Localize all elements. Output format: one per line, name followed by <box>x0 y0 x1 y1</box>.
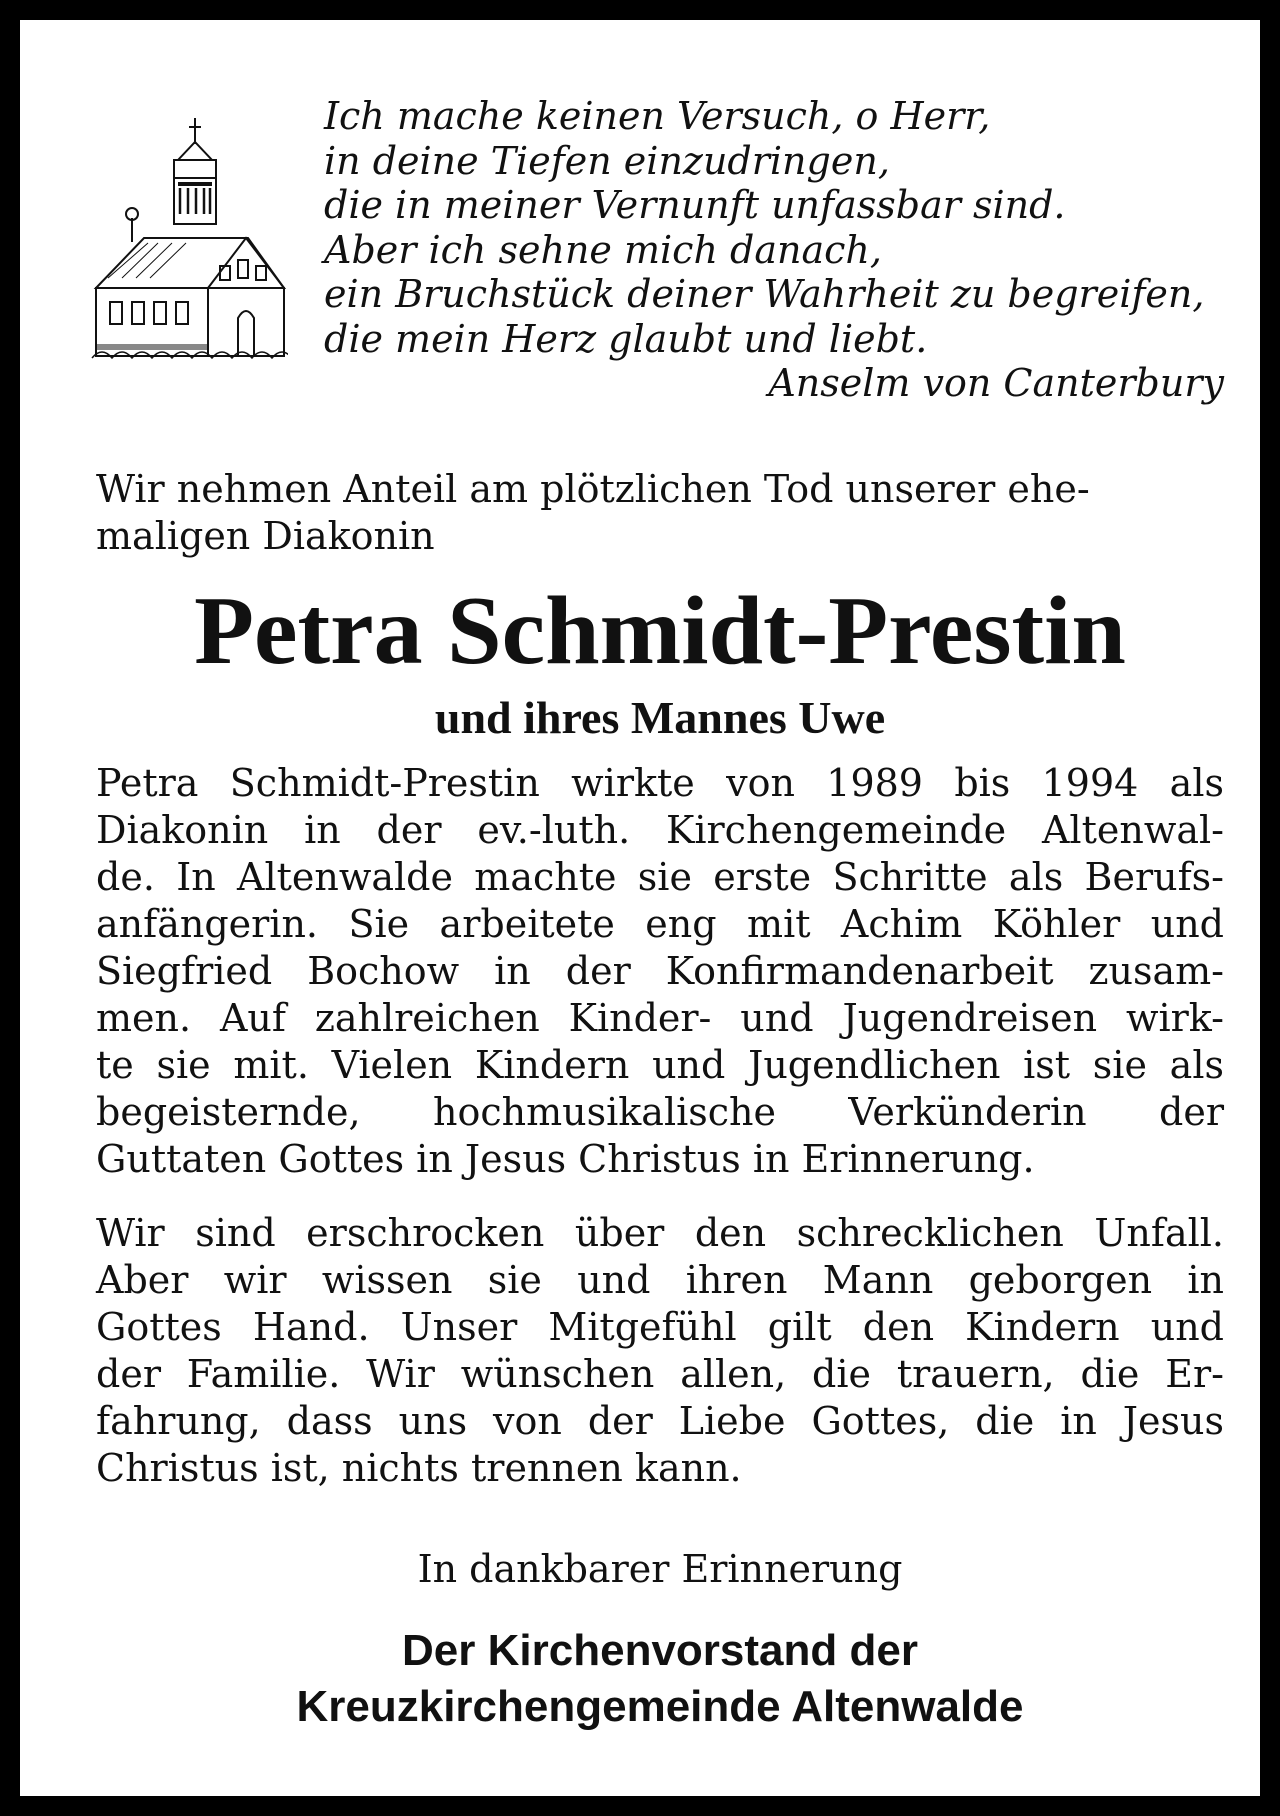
paragraph-line: Gottes Hand. Unser Mitgefühl gilt den Kindern und <box>96 1305 1224 1349</box>
paragraph-biography <box>96 760 1224 1183</box>
church-illustration <box>88 118 288 366</box>
deceased-subname: und ihres Mannes Uwe <box>434 692 886 743</box>
poem-line: die mein Herz glaubt und liebt. <box>324 316 928 361</box>
poem-line: in deine Tiefen einzudringen, <box>324 138 890 183</box>
paragraph-line: Christus ist, nichts trennen kann. <box>96 1446 742 1490</box>
deceased-name: Petra Schmidt-Prestin <box>194 577 1126 685</box>
intro-text <box>96 466 1224 560</box>
poem-quote <box>324 94 1224 406</box>
paragraph-line: de. In Altenwalde machte sie erste Schritte als Berufs- <box>96 855 1224 899</box>
paragraph-condolence <box>96 1210 1224 1492</box>
intro-line: maligen Diakonin <box>96 514 435 558</box>
paragraph-line: begeisternde, hochmusikalische Verkünderin der <box>96 1090 1224 1134</box>
paragraph-line: Guttaten Gottes in Jesus Christus in Erinnerung. <box>96 1137 1035 1181</box>
paragraph-line: fahrung, dass uns von der Liebe Gottes, die in Jesus <box>96 1399 1224 1443</box>
header-section <box>96 92 1224 432</box>
paragraph-line: Petra Schmidt-Prestin wirkte von 1989 bis 1994 als <box>96 761 1224 805</box>
poem-author: Anselm von Canterbury <box>768 361 1224 405</box>
paragraph-line: Wir sind erschrocken über den schrecklichen Unfall. <box>96 1211 1224 1255</box>
signature-line: Kreuzkirchengemeinde Altenwalde <box>296 1682 1024 1731</box>
poem-line: die in meiner Vernunft unfassbar sind. <box>324 183 1066 227</box>
signature-line: Der Kirchenvorstand der <box>402 1626 918 1675</box>
paragraph-line: Siegfried Bochow in der Konfirmandenarbeit zusam- <box>96 949 1224 993</box>
paragraph-line: Diakonin in der ev.-luth. Kirchengemeinde Altenwal- <box>96 808 1224 852</box>
obituary-content <box>96 92 1224 1735</box>
paragraph-line: anfängerin. Sie arbeitete eng mit Achim Köhler und <box>96 902 1224 946</box>
poem-line: Aber ich sehne mich danach, <box>324 227 882 272</box>
poem-line: Ich mache keinen Versuch, o Herr, <box>324 94 991 138</box>
paragraph-line: der Familie. Wir wünschen allen, die trauern, die Er- <box>96 1352 1224 1396</box>
signature-block <box>96 1623 1224 1735</box>
paragraph-line: men. Auf zahlreichen Kinder- und Jugendreisen wirk- <box>96 996 1224 1040</box>
paragraph-line: Aber wir wissen sie und ihren Mann geborgen in <box>96 1258 1224 1302</box>
paragraph-line: te sie mit. Vielen Kindern und Jugendlichen ist sie als <box>96 1043 1224 1087</box>
intro-line: Wir nehmen Anteil am plötzlichen Tod unserer ehe- <box>96 467 1090 511</box>
poem-line: ein Bruchstück deiner Wahrheit zu begreifen, <box>324 272 1205 316</box>
closing-phrase: In dankbarer Erinnerung <box>417 1547 903 1591</box>
